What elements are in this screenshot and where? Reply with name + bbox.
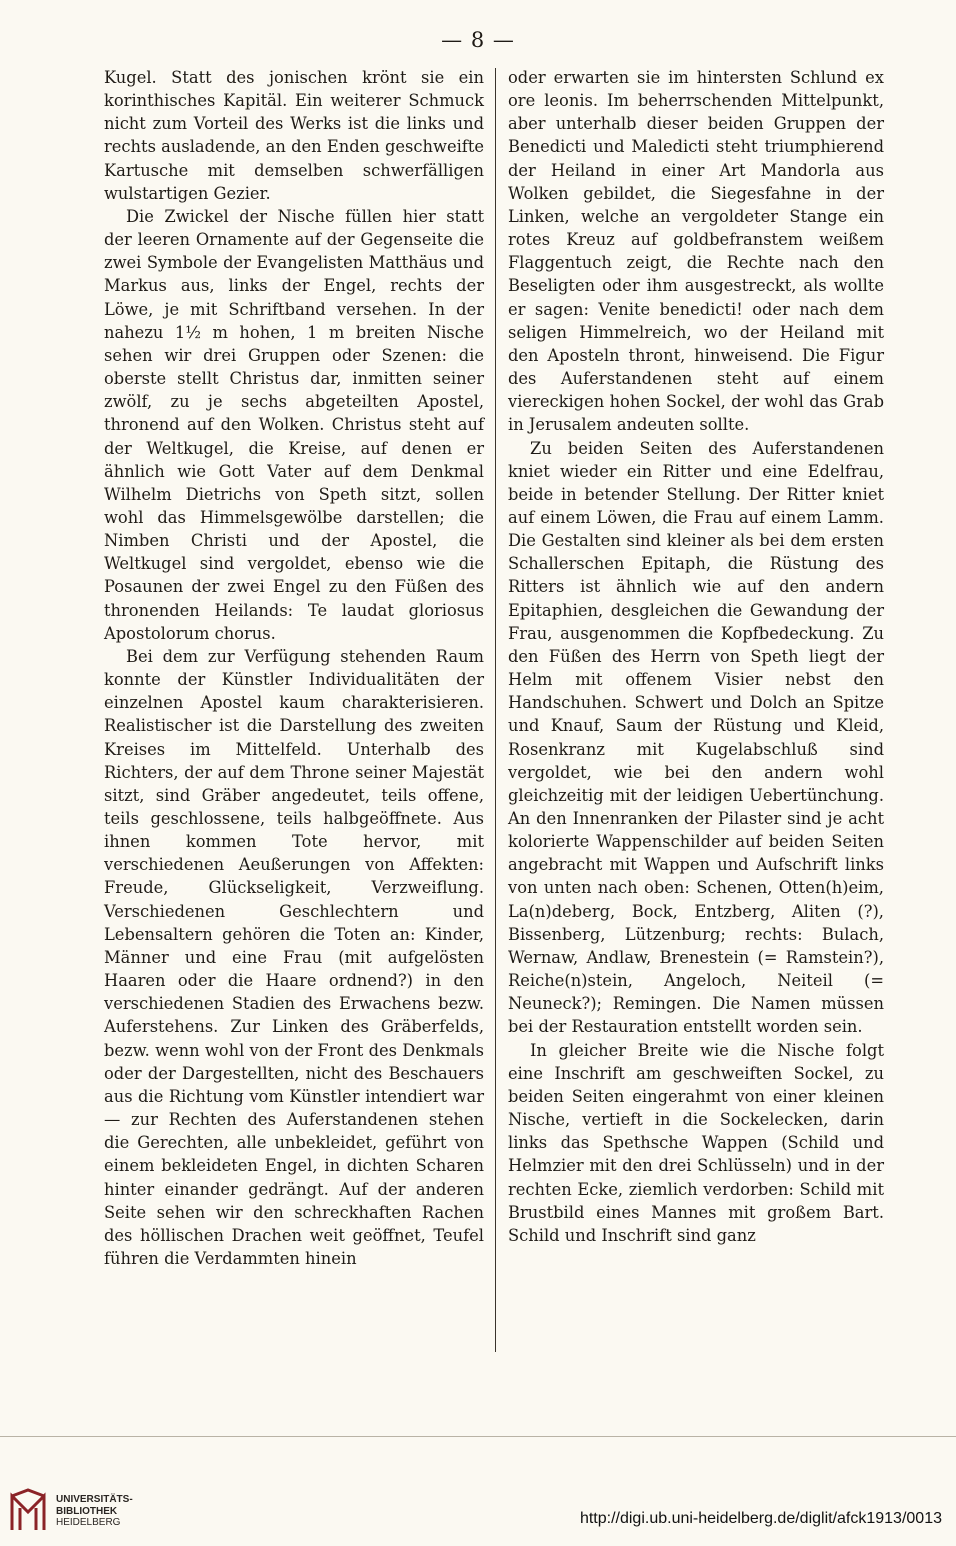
paragraph: In gleicher Breite wie die Nische folgt eine Inschrift am geschweiften Sockel, zu beiden Seiten eingerahmt von einer kleinen Nische, vertieft in die Sockelecken, darin links das Spethsche Wappen (Schild und Helmzier mit den drei Schlüsseln) und in der rechten Ecke, ziemlich verdorben: Schild mit Brustbild eines Mannes mit großem Bart. Schild und Inschrift sind ganz — [508, 1040, 884, 1245]
paragraph: oder erwarten sie im hintersten Schlund ex ore leonis. Im beherrschenden Mittelpunkt, aber unterhalb dieser beiden Gruppen der Benedicti und Maledicti steht triumphierend der Heiland in einer Art Mandorla aus Wolken gebildet, die Siegesfahne in der Linken, welche an vergoldeter Stange ein rotes Kreuz auf goldbefranstem weißem Flaggentuch zeigt, die Rechte nach den Beseligten oder ihm ausgestreckt, als wollte er sagen: Venite benedicti! oder nach dem seligen Himmelreich, wo der Heiland mit den Aposteln thront, hinweisend. Die Figur des Auferstandenen steht auf einem viereckigen hohen Sockel, der wohl das Grab in Jerusalem andeuten sollte. — [508, 68, 884, 435]
paragraph: Die Zwickel der Nische füllen hier statt der leeren Ornamente auf der Gegenseite die zwei Symbole der Evangelisten Matthäus und Markus aus, links der Engel, rechts der Löwe, je mit Schriftband versehen. In der nahezu 1½ m hohen, 1 m breiten Nische sehen wir drei Gruppen oder Szenen: die oberste stellt Christus dar, inmitten seiner zwölf, zu je sechs abgeteilten Apostel, thronend auf den Wolken. Christus steht auf der Weltkugel, die Kreise, auf denen er ähnlich wie Gott Vater auf dem Denkmal Wilhelm Dietrichs von Speth sitzt, sollen wohl das Himmelsgewölbe darstellen; die Nimben Christi und der Apostel, die Weltkugel sind vergoldet, ebenso wie die Posaunen der zwei Engel zu den Füßen des thronenden Heilands: Te laudat gloriosus Apostolorum chorus. — [104, 206, 484, 643]
heidelberg-library-logo-icon — [8, 1486, 48, 1534]
footer-rule — [0, 1436, 956, 1437]
paragraph: Kugel. Statt des jonischen krönt sie ein korinthisches Kapitäl. Ein weiterer Schmuck nicht zum Vorteil des Werks ist die links und rechts ausladende, an den Enden geschweifte Kartusche mit demselben schwerfälligen wulstartigen Gezier. — [104, 68, 484, 203]
library-line-3: HEIDELBERG — [56, 1517, 121, 1528]
page-number: — 8 — — [441, 28, 515, 52]
library-name — [56, 1494, 133, 1529]
column-divider — [495, 68, 496, 1352]
library-line-1: UNIVERSITÄTS- — [56, 1494, 133, 1505]
paragraph: Bei dem zur Verfügung stehenden Raum konnte der Künstler Individualitäten der einzelnen Apostel kaum charakterisieren. Realistischer ist die Darstellung des zweiten Kreises im Mittelfeld. Unterhalb des Richters, der auf dem Throne seiner Majestät sitzt, sind Gräber angedeutet, teils offene, teils geschlossene, teils halbgeöffnete. Aus ihnen kommen Tote hervor, mit verschiedenen Aeußerungen von Affekten: Freude, Glückseligkeit, Verzweiflung. Verschiedenen Geschlechtern und Lebensaltern gehören die Toten an: Kinder, Männer und eine Frau (mit aufgelösten Haaren oder die Haare ordnend?) in den verschiedenen Stadien des Erwachens bezw. Auferstehens. Zur Linken des Gräberfelds, bezw. wenn wohl von der Front des Denkmals oder der Dargestellten, nicht des Beschauers aus die Richtung vom Künstler intendiert war — zur Rechten des Auferstandenen stehen die Gerechten, alle unbekleidet, geführt von einem bekleideten Engel, in dichten Scharen hinter einander gedrängt. Auf der anderen Seite sehen wir den schreckhaften Rachen des höllischen Drachen weit geöffnet, Teufel führen die Verdammten hinein — [104, 646, 484, 1268]
source-url-link[interactable]: http://digi.ub.uni-heidelberg.de/diglit/afck1913/0013 — [579, 1510, 942, 1527]
right-column — [508, 66, 884, 1247]
paragraph: Zu beiden Seiten des Auferstandenen kniet wieder ein Ritter und eine Edelfrau, beide in betender Stellung. Der Ritter kniet auf einem Löwen, die Frau auf einem Lamm. Die Gestalten sind kleiner als bei dem ersten Schallerschen Epitaph, die Rüstung des Ritters ist ähnlich wie auf den andern Epitaphien, desgleichen die Gewandung der Frau, ausgenommen die Kopfbedeckung. Zu den Füßen des Herrn von Speth liegt der Helm mit offenem Visier nebst den Handschuhen. Schwert und Dolch an Spitze und Knauf, Saum der Rüstung und Kleid, Rosenkranz mit Kugelabschluß sind vergoldet, wie bei den andern wohl gleichzeitig mit der leidigen Uebertünchung. An den Innenranken der Pilaster sind je acht kolorierte Wappenschilder auf beiden Seiten angebracht mit Wappen und Aufschrift links von unten nach oben: Schenen, Otten(h)eim, La(n)deberg, Bock, Entzberg, Aliten (?), Bissenberg, Lützenburg; rechts: Bulach, Wernaw, Andlaw, Brenestein (= Ramstein?), Reiche(n)stein, Angeloch, Neiteil (= Neuneck?); Remingen. Die Namen müssen bei der Restauration entstellt worden sein. — [508, 438, 884, 1037]
left-column — [104, 66, 484, 1270]
library-line-2: BIBLIOTHEK — [56, 1505, 118, 1517]
